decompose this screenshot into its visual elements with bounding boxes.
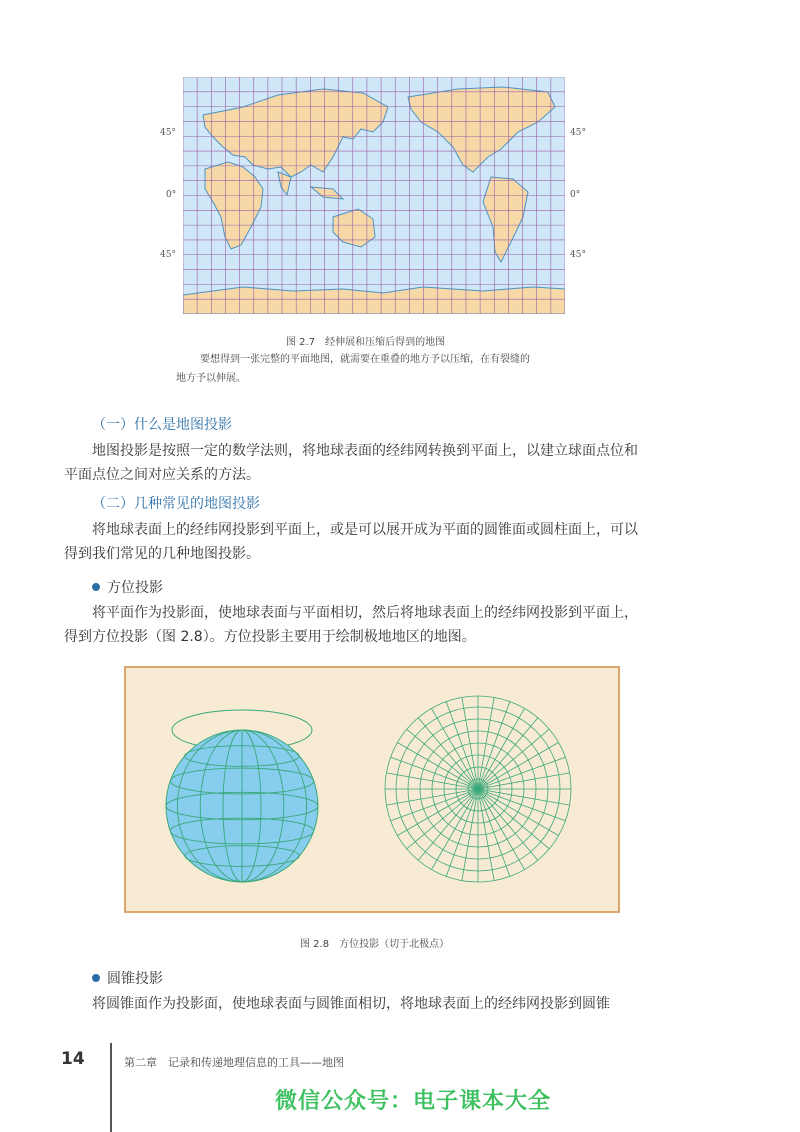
bullet1-para-line2: 得到方位投影（图 2.8）。方位投影主要用于绘制极地地区的地图。 bbox=[64, 629, 476, 645]
section1-heading: （一）什么是地图投影 bbox=[92, 417, 232, 433]
section2-para-line1: 将地球表面上的经纬网投影到平面上，或是可以展开成为平面的圆锥面或圆柱面上，可以 bbox=[92, 522, 638, 538]
figure-2-8-caption: 图 2.8 方位投影（切于北极点） bbox=[300, 939, 450, 950]
lat-label-0-right: 0° bbox=[570, 190, 581, 200]
world-map-figure bbox=[183, 77, 565, 314]
bullet-conic-label: 圆锥投影 bbox=[107, 971, 163, 987]
lat-label-45s-left: 45° bbox=[160, 250, 176, 260]
lat-label-45n-left: 45° bbox=[160, 128, 176, 138]
bullet-dot-icon bbox=[92, 583, 100, 591]
figure-2-7-caption-line2: 地方予以伸展。 bbox=[176, 373, 246, 384]
bullet2-para-line1: 将圆锥面作为投影面，使地球表面与圆锥面相切，将地球表面上的经纬网投影到圆锥 bbox=[92, 996, 610, 1012]
section2-heading: （二）几种常见的地图投影 bbox=[92, 496, 260, 512]
figure-2-7-caption-title: 图 2.7 经伸展和压缩后得到的地图 bbox=[286, 337, 446, 348]
bullet-conic-projection bbox=[92, 968, 163, 988]
section1-para-line2: 平面点位之间对应关系的方法。 bbox=[64, 467, 260, 483]
section1-para-line1: 地图投影是按照一定的数学法则，将地球表面的经纬网转换到平面上，以建立球面点位和 bbox=[92, 443, 638, 459]
bullet-azimuthal-label: 方位投影 bbox=[107, 580, 163, 596]
lat-label-45s-right: 45° bbox=[570, 250, 586, 260]
page-number: 14 bbox=[61, 1049, 85, 1069]
azimuthal-projection-figure bbox=[124, 666, 620, 913]
lat-label-0-left: 0° bbox=[166, 190, 177, 200]
figure-2-7-caption-body bbox=[176, 350, 600, 388]
section2-para-line2: 得到我们常见的几种地图投影。 bbox=[64, 546, 260, 562]
bullet-azimuthal-projection bbox=[92, 577, 163, 597]
lat-label-45n-right: 45° bbox=[570, 128, 586, 138]
figure-2-7-caption-line1: 要想得到一张完整的平面地图，就需要在重叠的地方予以压缩，在有裂缝的 bbox=[200, 354, 530, 365]
bullet1-para-line1: 将平面作为投影面，使地球表面与平面相切，然后将地球表面上的经纬网投影到平面上， bbox=[92, 605, 638, 621]
bullet-dot-icon bbox=[92, 974, 100, 982]
footer-chapter-title: 第二章 记录和传递地理信息的工具——地图 bbox=[124, 1056, 344, 1069]
footer-divider bbox=[110, 1043, 112, 1132]
watermark-text: 微信公众号：电子课本大全 bbox=[275, 1089, 552, 1114]
